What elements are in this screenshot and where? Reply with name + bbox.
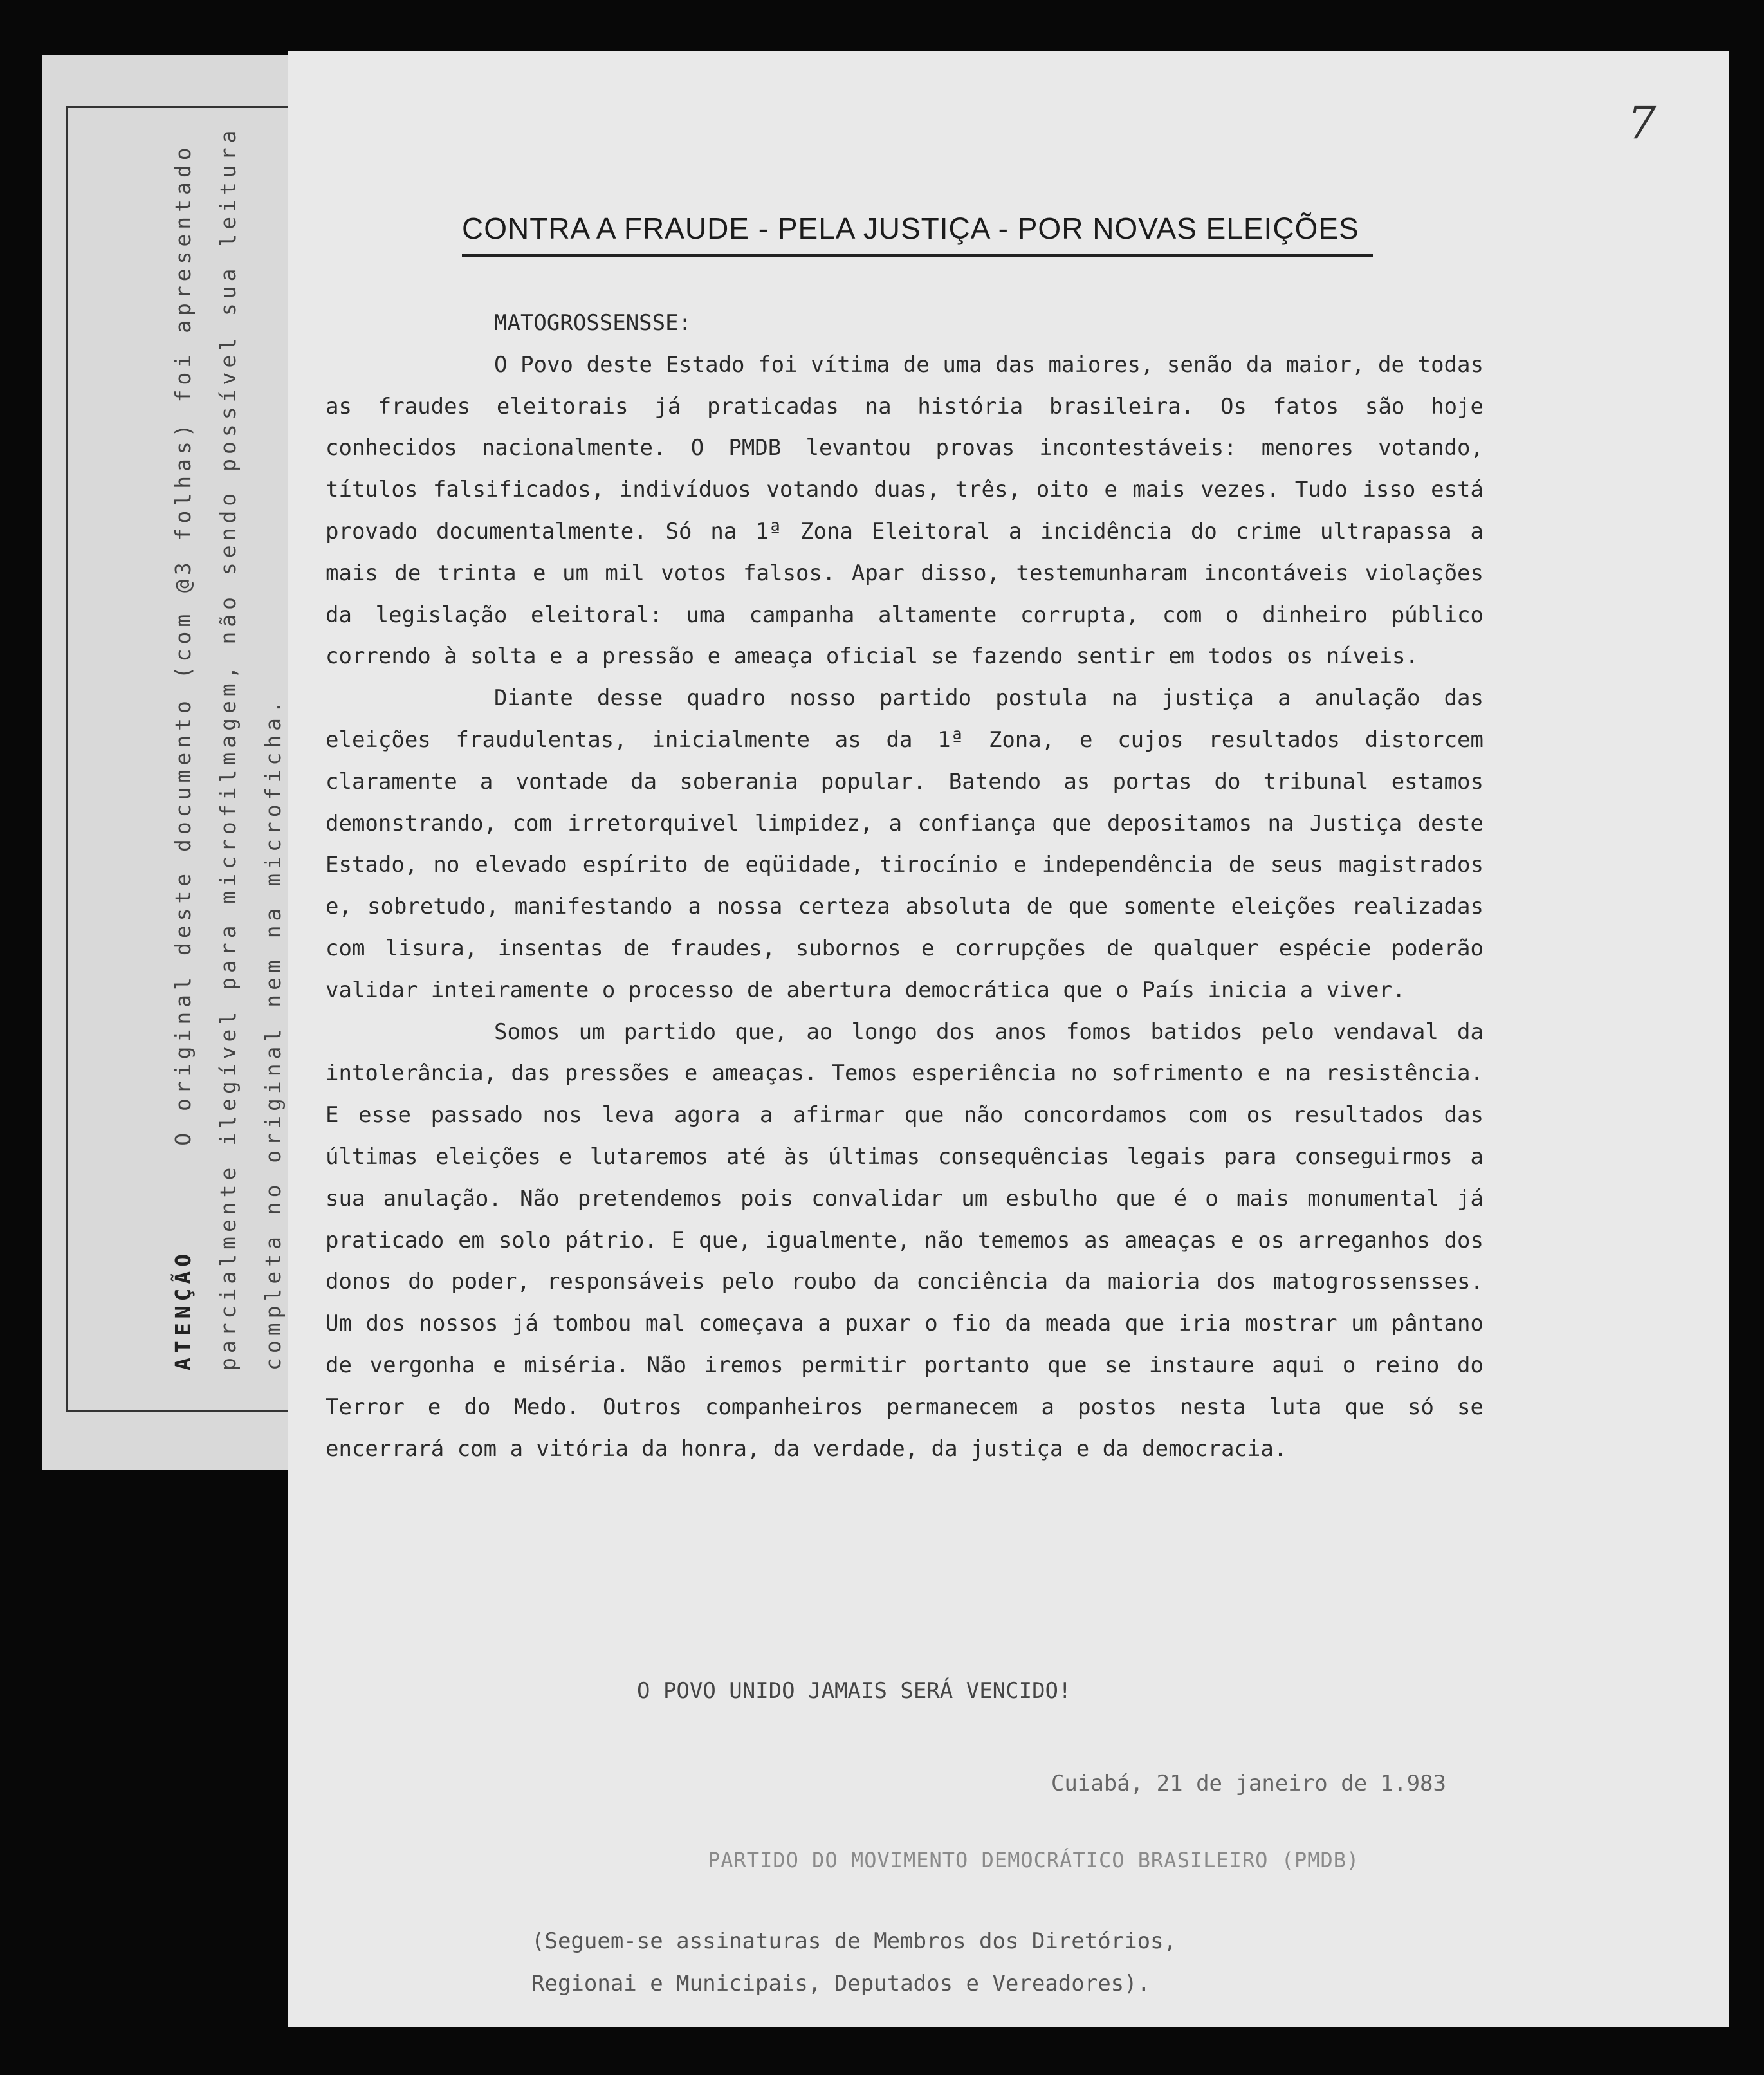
page-number: 7 — [1628, 97, 1657, 149]
signatures-note — [531, 1920, 1432, 2005]
paragraph-3: Somos um partido que, ao longo dos anos fomos batidos pelo vendaval da intolerância, das pressões e ameaças. Temos esperiência no sofrimento e na resistência. E esse passado nos leva agora a afirmar que não concordamos com os resultados das últimas eleições e lutaremos até às últimas consequências legais para conseguirmos a sua anulação. Não pretendemos pois convalidar um esbulho que é o mais monumental já praticado em solo pátrio. E que, igualmente, não tememos as ameaças e os arreganhos dos donos do poder, responsáveis pelo roubo da conciência da maioria dos matogrossensses. Um dos nossos já tombou mal começava a puxar o fio da meada que iria mostrar um pântano de vergonha e miséria. Não iremos permitir portanto que se instaure aqui o reino do Terror e do Medo. Outros companheiros permanecem a postos nesta luta que só se encerrará com a vitória da honra, da verdade, da justiça e da democracia. — [326, 1019, 1484, 1462]
signatures-note-line-1: (Seguem-se assinaturas de Membros dos Diretórios, — [531, 1928, 1177, 1954]
paragraph-1: O Povo deste Estado foi vítima de uma das maiores, senão da maior, de todas as fraudes eleitorais já praticadas na história brasileira. Os fatos são hoje conhecidos nacionalmente. O PMDB levantou provas incontestáveis: menores votando, títulos falsificados, indivíduos votando duas, três, oito e mais vezes. Tudo isso está provado documentalmente. Só na 1ª Zona Eleitoral a incidência do crime ultrapassa a mais de trinta e um mil votos falsos. Apar disso, testemunharam incontáveis violações da legislação eleitoral: uma campanha altamente corrupta, com o dinheiro público correndo à solta e a pressão e ameaça oficial se fazendo sentir em todos os níveis. — [326, 351, 1484, 670]
microfilm-notice-text — [161, 116, 296, 1370]
dateline: Cuiabá, 21 de janeiro de 1.983 — [1051, 1771, 1446, 1796]
notice-line-1: O original deste documento (com @3 folhas) foi apresentado — [170, 143, 196, 1146]
closing-slogan: O POVO UNIDO JAMAIS SERÁ VENCIDO! — [637, 1678, 1072, 1704]
notice-heading: ATENÇÃO — [170, 1249, 196, 1370]
notice-line-3: completa no original nem na microficha. — [261, 696, 286, 1370]
document-body — [326, 302, 1484, 1470]
paragraph-2: Diante desse quadro nosso partido postula na justiça a anulação das eleições fraudulentas, inicialmente as da 1ª Zona, e cujos resultados distorcem claramente a vontade da soberania popular. Batendo as portas do tribunal estamos demonstrando, com irretorquivel limpidez, a confiança que depositamos na Justiça deste Estado, no elevado espírito de eqüidade, tirocínio e independência de seus magistrados e, sobretudo, manifestando a nossa certeza absoluta de que somente eleições realizadas com lisura, insentas de fraudes, subornos e corrupções de qualquer espécie poderão validar inteiramente o processo de abertura democrática que o País inicia a viver. — [326, 685, 1484, 1003]
signatures-note-line-2: Regionai e Municipais, Deputados e Vereadores). — [531, 1971, 1151, 1997]
document-headline: CONTRA A FRAUDE - PELA JUSTIÇA - POR NOVAS ELEIÇÕES — [462, 211, 1373, 257]
notice-line-2: parcialmente ilegível para microfilmagem, não sendo possível sua leitura — [216, 125, 241, 1370]
salutation: MATOGROSSENSSE: — [494, 310, 692, 336]
signer-party: PARTIDO DO MOVIMENTO DEMOCRÁTICO BRASILEIRO (PMDB) — [708, 1848, 1360, 1872]
